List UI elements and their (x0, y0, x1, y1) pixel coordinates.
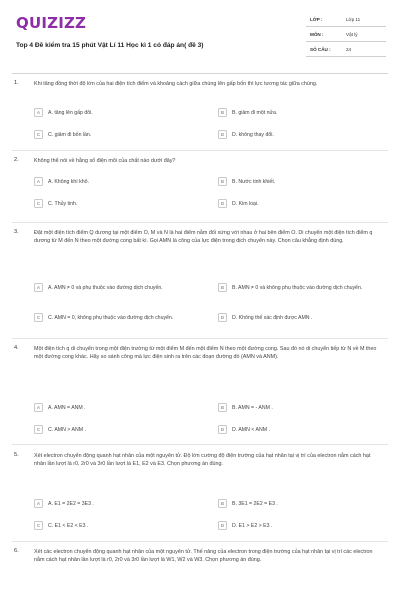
question-3 (12, 229, 388, 339)
question-2 (12, 157, 388, 220)
option-text: D. AMN < ANM . (232, 426, 270, 433)
question-separator (12, 338, 388, 339)
option-letter: D (218, 313, 227, 322)
meta-value: Lớp 11 (346, 16, 361, 22)
option-text: B. AMN = - ANM . (232, 404, 273, 411)
meta-key: SỐ CÂU : (310, 46, 331, 52)
question-number: 2. (14, 157, 19, 163)
question-separator (12, 541, 388, 542)
option-letter: A (34, 283, 43, 292)
option-text: D. không thay đổi. (232, 131, 274, 138)
option-letter: C (34, 521, 43, 530)
option-c[interactable] (34, 521, 184, 534)
question-text: Đặt một điện tích điểm Q dương tại một điểm O, M và N là hai điểm nằm đối xứng với nhau ở hai bên điểm O. Di chuyển một điện tích điểm q dương từ M đến N theo một đường cong bất kì. Gọi AMN là công của lực điện trong dịch chuyển này. Chọn câu khẳng định đúng. (34, 230, 373, 244)
option-letter: B (218, 499, 227, 508)
option-c[interactable] (34, 313, 184, 333)
option-letter: A (34, 403, 43, 412)
option-letter: B (218, 177, 227, 186)
option-c[interactable] (34, 199, 184, 212)
option-letter: C (34, 425, 43, 434)
question-1 (12, 80, 388, 150)
option-text: B. Nước tinh khiết. (232, 178, 276, 185)
question-text: Một điện tích q di chuyển trong một điện trường từ một điểm M đến một điểm N theo một đường cong. Sau đó nó di chuyển tiếp từ N về M theo một đường cong khác. Hãy so sánh công mà lực điện sinh ra trên các đoạn đường đó (AMN và ANM). (34, 346, 377, 360)
option-letter: B (218, 283, 227, 292)
option-text: A. AMN = ANM . (48, 404, 86, 411)
option-letter: B (218, 403, 227, 412)
quizizz-logo: QUIZIZZ (16, 14, 87, 32)
option-d[interactable] (218, 425, 388, 438)
option-text: B. AMN ≠ 0 và không phụ thuộc vào đường dịch chuyển. (232, 284, 363, 291)
question-number: 3. (14, 229, 19, 235)
option-c[interactable] (34, 425, 184, 438)
question-number: 4. (14, 345, 19, 351)
option-text: D. Không thể xác định được AMN . (232, 314, 313, 321)
option-d[interactable] (218, 521, 388, 534)
meta-key: MÔN : (310, 31, 324, 37)
option-d[interactable] (218, 130, 388, 143)
option-a[interactable] (34, 403, 184, 416)
question-text: Không thể nói về hằng số điện môi của chất nào dưới đây? (34, 158, 176, 164)
option-letter: C (34, 313, 43, 322)
question-5 (12, 452, 388, 542)
question-text: Khi tăng đồng thời độ lớn của hai điện tích điểm và khoảng cách giữa chúng lên gấp bốn thì lực tương tác giữa chúng. (34, 81, 318, 87)
option-text: D. Kim loại. (232, 200, 259, 207)
meta-value: 24 (346, 46, 352, 52)
question-text: Xét electron chuyển động quanh hạt nhân của một nguyên tử. Độ lớn cường độ điện trường của hạt nhân tại vị trí của electron nằm cách hạt nhân lần lượt là r0, 2r0 và 3r0 lần lượt là E1, E2 và E3. Chọn phương án đúng. (34, 453, 371, 467)
meta-row-class (306, 12, 386, 27)
header-divider (12, 73, 388, 74)
option-text: A. Không khí khô. (48, 178, 89, 185)
option-text: D. E1 > E2 > E3 . (232, 522, 273, 529)
question-separator (12, 150, 388, 151)
option-text: C. giảm đi bốn lần. (48, 131, 92, 138)
page-title: Top 4 Đề kiểm tra 15 phút Vật Lí 11 Học kì 1 có đáp án( đề 3) (16, 42, 204, 49)
option-letter: D (218, 130, 227, 139)
option-b[interactable] (218, 499, 388, 512)
option-text: C. E1 < E2 < E3 . (48, 522, 89, 529)
option-text: A. AMN ≠ 0 và phụ thuộc vào đường dịch chuyển. (48, 284, 163, 291)
option-b[interactable] (218, 108, 388, 121)
question-separator (12, 222, 388, 223)
option-letter: D (218, 199, 227, 208)
option-a[interactable] (34, 499, 184, 512)
question-4 (12, 345, 388, 447)
question-separator (12, 444, 388, 445)
option-a[interactable] (34, 108, 184, 121)
option-text: C. Thủy tinh. (48, 200, 78, 207)
option-b[interactable] (218, 283, 388, 303)
question-number: 1. (14, 80, 19, 86)
option-c[interactable] (34, 130, 184, 143)
option-letter: D (218, 521, 227, 530)
question-number: 6. (14, 548, 19, 554)
option-letter: A (34, 177, 43, 186)
option-letter: A (34, 499, 43, 508)
meta-row-subject (306, 27, 386, 42)
option-d[interactable] (218, 313, 388, 326)
option-text: C. AMN > ANM . (48, 426, 86, 433)
question-number: 5. (14, 452, 19, 458)
option-text: B. 3E1 = 2E2 = E3 . (232, 500, 278, 507)
option-text: B. giảm đi một nửa. (232, 109, 278, 116)
option-text: C. AMN = 0, không phụ thuộc vào đường dịch chuyển. (48, 314, 174, 321)
option-a[interactable] (34, 283, 184, 303)
option-text: A. E1 = 2E2 = 3E3 . (48, 500, 94, 507)
worksheet-header (16, 12, 386, 72)
question-text: Xét các electron chuyển động quanh hạt nhân của một nguyên tử. Thế năng của electron trong điện trường của hạt nhân tại vị trí các electron nằm cách hạt nhân lần lượt là r0, 2r0 và 3r0 lần lượt là W1, W2 và W3. Chọn phương án đúng. (34, 549, 373, 563)
option-letter: C (34, 199, 43, 208)
meta-value: Vật lý (346, 31, 358, 37)
meta-table (306, 12, 386, 57)
option-text: A. tăng lên gấp đôi. (48, 109, 93, 116)
option-letter: B (218, 108, 227, 117)
meta-key: LỚP : (310, 16, 323, 22)
option-a[interactable] (34, 177, 184, 190)
option-letter: C (34, 130, 43, 139)
option-b[interactable] (218, 403, 388, 416)
question-6 (12, 548, 388, 598)
option-letter: D (218, 425, 227, 434)
option-d[interactable] (218, 199, 388, 212)
option-b[interactable] (218, 177, 388, 190)
option-letter: A (34, 108, 43, 117)
meta-row-question-count (306, 42, 386, 57)
